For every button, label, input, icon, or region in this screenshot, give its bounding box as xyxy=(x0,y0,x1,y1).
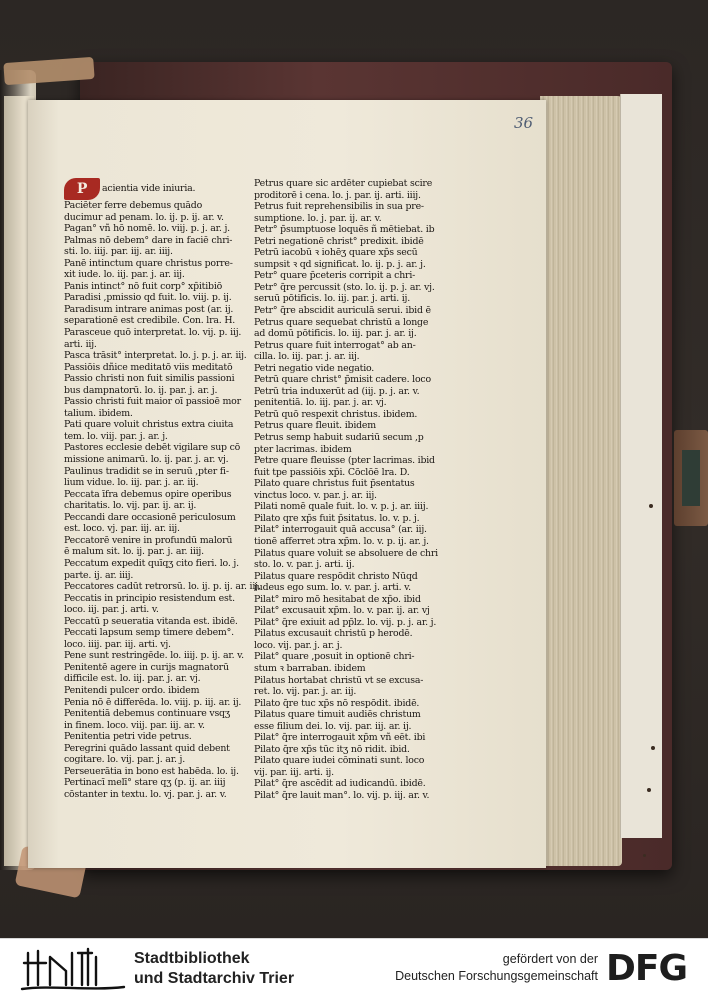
text-line xyxy=(64,500,268,512)
dfg-logo: DFG xyxy=(606,948,688,989)
text-line-content: Pene sunt restringēde. lo. iiij. p. ij. ar. v. xyxy=(64,650,244,662)
text-line-content: Pertinacī melī° stare qʒ (p. ij. ar. iiij xyxy=(64,777,226,789)
text-line xyxy=(254,663,452,675)
text-line-content: Pilat° q̄re lauit man°. lo. vij. p. iij. ar. v. xyxy=(254,789,430,801)
text-line-content: Paradisi ,pmissio qd fuit. lo. viij. p. ij. xyxy=(64,292,232,304)
text-line xyxy=(254,247,452,259)
text-line-content: acientia vide iniuria. xyxy=(102,183,196,194)
text-line xyxy=(254,386,452,398)
text-line xyxy=(64,362,268,374)
text-line-content: Peccata īfra debemus opire operibus xyxy=(64,488,232,500)
text-line xyxy=(64,766,268,778)
text-line xyxy=(64,258,268,270)
text-column-left xyxy=(64,178,268,800)
text-line xyxy=(254,328,452,340)
text-line-content: fuit tpe passiōis xp̄i. Cōclōē lra. D. xyxy=(254,466,410,478)
text-line-content: Passio christi fuit maior oī passioē mor xyxy=(64,396,241,408)
text-line xyxy=(254,213,452,225)
text-line xyxy=(254,270,452,282)
text-line xyxy=(254,605,452,617)
text-line-content: talium. ibidem. xyxy=(64,407,133,419)
text-line xyxy=(64,419,268,431)
text-line xyxy=(254,698,452,710)
text-line-content: in finem. loco. viij. par. iij. ar. v. xyxy=(64,719,205,731)
text-line xyxy=(254,628,452,640)
text-line-content: Pilat° q̄re ascēdit ad iudicandū. ibidē. xyxy=(254,778,426,790)
text-line xyxy=(64,212,268,224)
text-line-content: Peccatum expedit quīqʒ cito fieri. lo. j. xyxy=(64,557,239,569)
text-line xyxy=(254,501,452,513)
funding-line1: gefördert von der xyxy=(502,952,598,966)
text-line xyxy=(64,339,268,351)
text-line xyxy=(254,617,452,629)
text-line-content: Pastores ecclesie debēt vigilare sup cō xyxy=(64,442,241,454)
text-line-content: Pilatus excusauit christū p herodē. xyxy=(254,628,413,640)
text-line xyxy=(254,236,452,248)
text-line xyxy=(64,570,268,582)
text-line xyxy=(64,627,268,639)
text-line xyxy=(64,512,268,524)
text-line-content: Pilato q̄re xp̄s tūc itʒ nō ridit. ibid. xyxy=(254,743,410,755)
text-line-content: Panē intinctum quare christus porre- xyxy=(64,257,233,269)
text-line xyxy=(64,477,268,489)
text-line xyxy=(64,639,268,651)
text-line-content: Peccatorē venire in profundū malorū xyxy=(64,534,233,546)
text-line xyxy=(254,536,452,548)
text-line-content: Passio christi non fuit similis passioni xyxy=(64,373,235,385)
text-line-content: Pilat° q̄re interrogauit xp̄m vñ eēt. ibi xyxy=(254,732,426,744)
text-line xyxy=(64,708,268,720)
text-line-content: Pilato q̄re tuc xp̄s nō respōdit. ibidē. xyxy=(254,697,420,709)
funding-note xyxy=(362,951,598,985)
text-line xyxy=(64,777,268,789)
text-line-content: penitentiā. lo. iij. par. j. ar. vj. xyxy=(254,397,387,409)
text-line-content: Parasceue quō interpretat. lo. vij. p. iij. xyxy=(64,327,242,339)
text-line xyxy=(64,350,268,362)
text-line xyxy=(254,467,452,479)
text-line-content: Petri negatio vide negatio. xyxy=(254,362,375,374)
text-line xyxy=(64,200,268,212)
text-line-content: Petr° p̄sumptuose loquēs ñ mētiebat. ib xyxy=(254,224,435,236)
text-line xyxy=(254,201,452,213)
text-line-content: stum ꝛ barraban. ibidem xyxy=(254,662,366,674)
text-line-content: Petr° q̄re abscidit auriculā serui. ibid ē xyxy=(254,305,431,317)
text-line-content: Petrus semp habuit sudariū secum ,p xyxy=(254,432,424,444)
text-line-content: ret. lo. vij. par. j. ar. iij. xyxy=(254,686,357,698)
text-line xyxy=(254,548,452,560)
text-line-content: ducimur ad penam. lo. ij. p. ij. ar. v. xyxy=(64,211,224,223)
text-line-content: Petre quare fleuisse (pter lacrimas. ibid xyxy=(254,455,435,467)
text-line xyxy=(254,178,452,190)
text-line-content: Pilatus hortabat christū vt se excusa- xyxy=(254,674,424,686)
text-line-content: Paciēter ferre debemus quādo xyxy=(64,200,203,211)
text-line-content: Peccatū p seueratia vitanda est. ibidē. xyxy=(64,615,238,627)
text-line xyxy=(64,292,268,304)
text-line-content: seruū pōtificis. lo. iij. par. j. arti. ij. xyxy=(254,293,411,305)
text-line-content: vinctus loco. v. par. j. ar. iij. xyxy=(254,489,377,501)
text-line xyxy=(64,731,268,743)
text-line xyxy=(254,640,452,652)
text-line xyxy=(254,420,452,432)
text-line-content: vij. par. iij. arti. ij. xyxy=(254,766,334,778)
text-line xyxy=(254,305,452,317)
page-edges xyxy=(540,96,622,866)
text-line-content: esse filium dei. lo. vij. par. iij. ar. ij. xyxy=(254,720,412,732)
text-line xyxy=(254,490,452,502)
text-line-content: Petrus quare fuit interrogat° ab an- xyxy=(254,339,416,351)
text-line xyxy=(254,317,452,329)
text-line-content: sumpsit ꝛ qd significat. lo. ij. p. j. ar. j. xyxy=(254,258,426,270)
text-line-content: cōstanter in textu. lo. vj. par. j. ar. v. xyxy=(64,788,227,800)
text-line-content: Paulinus tradidit se in seruū ,pter fi- xyxy=(64,465,229,477)
text-line xyxy=(64,754,268,766)
text-line xyxy=(254,374,452,386)
text-line-content: Petrus quare fleuit. ibidem xyxy=(254,420,376,432)
text-line-content: Penitentiā debemus continuare vsqʒ xyxy=(64,708,230,720)
text-line-content: Peccatis in principio resistendum est. xyxy=(64,592,235,604)
text-line-content: Pagan° vñ hō nomē. lo. viij. p. j. ar. j. xyxy=(64,223,230,235)
text-line xyxy=(254,675,452,687)
text-line-content: Peccandi dare occasionē periculosum xyxy=(64,511,236,523)
text-line-content: Petr° q̄re percussit (sto. lo. ij. p. j. ar. vj. xyxy=(254,281,435,293)
library-logo-icon xyxy=(20,945,126,995)
text-line-content: Palmas nō debem° dare in faciē chri- xyxy=(64,234,233,246)
text-line xyxy=(64,235,268,247)
text-line-content: Pilat° quare ,posuit in optionē chri- xyxy=(254,651,415,663)
text-line-content: difficile est. lo. iij. par. j. ar. vj. xyxy=(64,673,201,685)
text-line xyxy=(254,432,452,444)
text-line xyxy=(64,535,268,547)
text-line-content: lium vidue. lo. iij. par. j. ar. iij. xyxy=(64,477,199,489)
text-line xyxy=(64,466,268,478)
library-name-line1: Stadtbibliothek xyxy=(134,950,250,967)
text-line xyxy=(64,616,268,628)
text-line xyxy=(64,385,268,397)
folio-number: 36 xyxy=(514,114,534,132)
text-line-content: est. loco. vj. par. iij. ar. iij. xyxy=(64,523,180,535)
text-line-content: Penitentē agere in curijs magnatorū xyxy=(64,661,229,673)
text-line-content: sumptione. lo. j. par. ij. ar. v. xyxy=(254,212,382,224)
text-line-content: bus dampnatorū. lo. ij. par. j. ar. j. xyxy=(64,384,218,396)
text-line-content: Pilat° miro mō hesitabat de xp̄o. ibid xyxy=(254,593,421,605)
text-line-content: iudeus ego sum. lo. v. par. j. arti. v. xyxy=(254,582,411,594)
text-line-content: cogitare. lo. vij. par. j. ar. j. xyxy=(64,754,185,766)
text-line-content: ad domū pōtificis. lo. iij. par. j. ar. ij. xyxy=(254,328,417,340)
text-line xyxy=(64,223,268,235)
text-line xyxy=(64,546,268,558)
text-line xyxy=(64,315,268,327)
text-line xyxy=(254,559,452,571)
library-name xyxy=(134,949,294,989)
text-line-content: Passiōis dñice meditatō viis meditatō xyxy=(64,361,233,373)
text-line xyxy=(64,373,268,385)
text-line-content: Pilato quare christus fuit p̄sentatus xyxy=(254,478,415,490)
text-line xyxy=(64,408,268,420)
text-line xyxy=(64,281,268,293)
text-line-content: Pilatus quare timuit audiēs christum xyxy=(254,709,421,721)
text-line-content: separationē est credibile. Con. lra. H. xyxy=(64,315,236,327)
text-line xyxy=(254,744,452,756)
text-line-content: Perseuerātia in bono est habēda. lo. ij. xyxy=(64,765,239,777)
text-line xyxy=(254,686,452,698)
text-line-content: parte. ij. ar. iiij. xyxy=(64,569,134,581)
text-line xyxy=(64,523,268,535)
text-column-right xyxy=(254,178,452,802)
text-line xyxy=(64,178,268,200)
text-line-content: Pasca trāsit° interpretat. lo. j. p. j. ar. iij. xyxy=(64,350,247,362)
text-line xyxy=(64,662,268,674)
text-line-content: Petrū quare christ° p̄misit cadere. loco xyxy=(254,374,431,386)
text-line xyxy=(254,478,452,490)
text-line xyxy=(64,558,268,570)
text-line xyxy=(254,224,452,236)
text-line-content: sti. lo. iiij. par. iij. ar. iiij. xyxy=(64,246,173,258)
library-name-line2: und Stadtarchiv Trier xyxy=(134,970,295,987)
text-line-content: Panis intinct° nō fuit corp° xp̄itibiō xyxy=(64,280,223,292)
text-line xyxy=(254,397,452,409)
text-line xyxy=(64,454,268,466)
text-line-content: loco. iij. par. j. arti. v. xyxy=(64,604,159,616)
text-line xyxy=(64,304,268,316)
text-line-content: Pilatus quare voluit se absoluere de chri xyxy=(254,547,438,559)
text-line xyxy=(64,431,268,443)
text-line xyxy=(254,293,452,305)
text-line-content: Peregrini quādo lassant quid debent xyxy=(64,742,230,754)
text-line xyxy=(64,743,268,755)
text-line-content: Peccatores cadūt retrorsū. lo. ij. p. ij. ar. iij. xyxy=(64,581,261,593)
text-line-content: Penitendi pulcer ordo. ibidem xyxy=(64,684,200,696)
text-line-content: Pilat° excusauit xp̄m. lo. v. par. ij. ar. vj xyxy=(254,605,430,617)
text-line xyxy=(64,673,268,685)
manuscript-page xyxy=(28,100,546,868)
text-line-content: Pilato qre xp̄s fuit p̄sitatus. lo. v. p. j. xyxy=(254,512,420,524)
text-line xyxy=(254,755,452,767)
text-line-content: pter lacrimas. ibidem xyxy=(254,443,352,455)
text-line-content: Peccati lapsum semp timere debem°. xyxy=(64,627,234,639)
text-line-content: loco. iiij. par. iij. arti. vj. xyxy=(64,638,171,650)
text-line-content: Pilat° q̄re exiuit ad pp̄lz. lo. vij. p. j. ar. j. xyxy=(254,616,437,628)
text-line xyxy=(254,721,452,733)
rubricated-initial: P xyxy=(64,178,100,200)
text-line-content: Penia nō ē differēda. lo. viij. p. iij. ar. ij. xyxy=(64,696,242,708)
text-line xyxy=(254,790,452,802)
text-line-content: tem. lo. viij. par. j. ar. j. xyxy=(64,430,168,442)
text-line xyxy=(64,593,268,605)
text-line xyxy=(254,571,452,583)
text-line xyxy=(254,444,452,456)
text-line-content: Petrus quare sic ardēter cupiebat scire xyxy=(254,178,433,189)
text-line-content: Penitentia petri vide petrus. xyxy=(64,731,192,743)
text-line xyxy=(254,282,452,294)
text-line-content: Pilat° interrogauit quā accusa° (ar. iij. xyxy=(254,524,427,536)
text-line xyxy=(254,594,452,606)
text-line xyxy=(64,327,268,339)
text-line xyxy=(64,697,268,709)
text-line-content: tionē afferret ɔtra xp̄m. lo. v. p. ij. ar. j. xyxy=(254,535,429,547)
text-line-content: ē malum sit. lo. ij. par. j. ar. iiij. xyxy=(64,546,204,558)
book-clasp xyxy=(674,430,708,526)
text-line xyxy=(254,409,452,421)
text-line-content: Pilatus quare respōdit christo Nūqd xyxy=(254,570,418,582)
text-line-content: Paradisum intrare animas post (ar. ij. xyxy=(64,303,234,315)
text-line xyxy=(64,396,268,408)
text-line-content: arti. iij. xyxy=(64,338,97,350)
text-line xyxy=(254,513,452,525)
text-line-content: Petrus fuit reprehensibilis in sua pre- xyxy=(254,201,424,213)
text-line xyxy=(64,720,268,732)
text-line-content: xit iude. lo. iij. par. j. ar. iij. xyxy=(64,269,185,281)
text-line xyxy=(254,651,452,663)
text-line-content: Pilati nomē quale fuit. lo. v. p. j. ar. iiij. xyxy=(254,501,429,513)
text-line-content: Petrū iacobū ꝛ ioh̄ēʒ quare xp̄s secū xyxy=(254,247,418,259)
text-line-content: Pilato quare iudei cōminati sunt. loco xyxy=(254,755,425,767)
footer-bar xyxy=(0,938,708,1000)
text-line-content: Petr° quare p̄ceteris corripit a chri- xyxy=(254,270,416,282)
text-line xyxy=(64,489,268,501)
text-line xyxy=(64,581,268,593)
text-line xyxy=(254,524,452,536)
text-line xyxy=(64,789,268,801)
text-line xyxy=(254,363,452,375)
text-line xyxy=(64,246,268,258)
text-line xyxy=(254,767,452,779)
text-line xyxy=(64,685,268,697)
text-line xyxy=(254,190,452,202)
text-line xyxy=(254,778,452,790)
flyleaf xyxy=(620,94,662,838)
text-line xyxy=(254,582,452,594)
text-line xyxy=(254,340,452,352)
text-line xyxy=(254,351,452,363)
text-line xyxy=(254,709,452,721)
text-line-content: sto. lo. v. par. j. arti. ij. xyxy=(254,559,355,571)
text-line-content: Pati quare voluit christus extra ciuita xyxy=(64,419,234,431)
text-line-content: loco. vij. par. j. ar. j. xyxy=(254,639,343,651)
text-line-content: proditorē i cena. lo. j. par. ij. arti. iiij. xyxy=(254,189,421,201)
text-line-content: Petrū quō respexit christus. ibidem. xyxy=(254,408,418,420)
text-line-content: Petrū tria induxerūt ad (iij. p. j. ar. v. xyxy=(254,385,420,397)
text-line-content: missione animarū. lo. ij. par. j. ar. vj. xyxy=(64,454,229,466)
text-line xyxy=(64,604,268,616)
text-line-content: cilla. lo. iij. par. j. ar. iij. xyxy=(254,351,360,363)
funding-line2: Deutschen Forschungsgemeinschaft xyxy=(395,969,598,983)
text-line xyxy=(64,269,268,281)
text-line-content: Petrus quare sequebat christū a longe xyxy=(254,316,429,328)
text-line-content: charitatis. lo. vij. par. ij. ar. ij. xyxy=(64,500,197,512)
text-line xyxy=(254,455,452,467)
text-line xyxy=(254,732,452,744)
text-line-content: Petri negationē christ° predixit. ibidē xyxy=(254,235,424,247)
text-line xyxy=(64,442,268,454)
text-line xyxy=(254,259,452,271)
text-line xyxy=(64,650,268,662)
